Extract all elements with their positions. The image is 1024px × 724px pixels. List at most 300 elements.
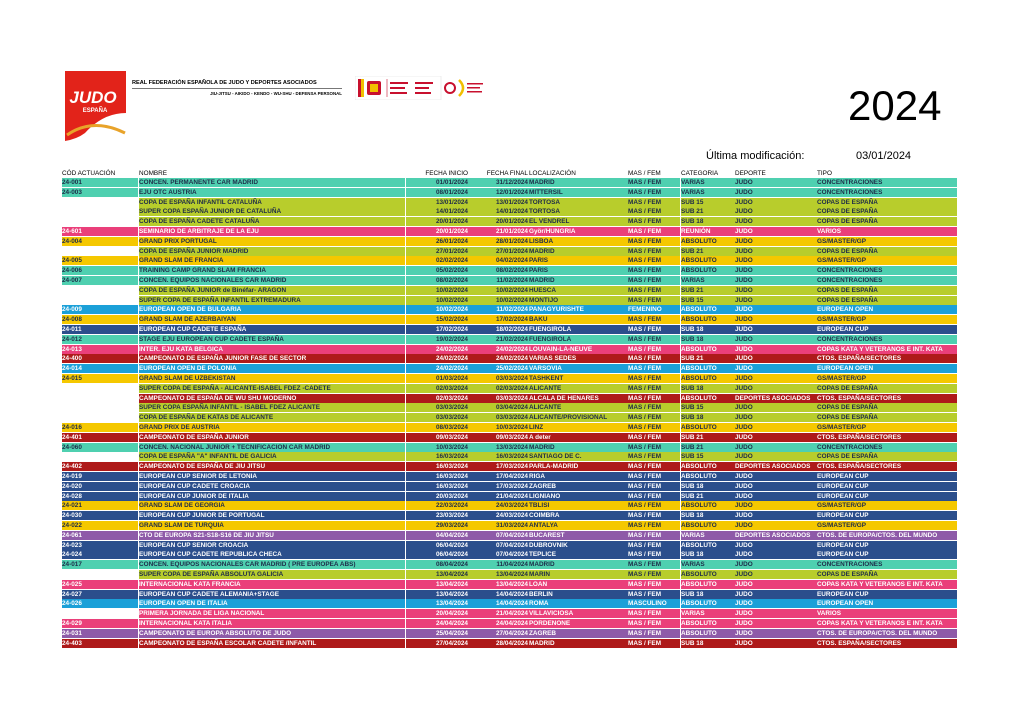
row-category: ABSOLUTO [681,462,735,471]
row-end-date: 18/02/2024 [468,325,528,334]
row-name: CAMPEONATO DE ESPAÑA JUNIOR FASE DE SECTOR [139,354,405,363]
table-row [61,354,957,363]
row-start-date: 25/04/2024 [406,629,468,638]
row-end-date: 21/04/2024 [468,492,528,501]
row-end-date: 14/04/2024 [468,590,528,599]
row-location: MONTIJO [528,296,629,305]
row-category: ABSOLUTO [681,501,735,510]
row-gender: MAS / FEM [628,276,680,285]
row-code: 24-025 [62,580,138,589]
table-row [61,256,957,265]
row-location: FUENGIROLA [528,325,629,334]
row-sport: JUDO [735,570,817,579]
col-header-end: FECHA FINAL [486,170,528,177]
table-row [61,178,957,187]
row-sport: JUDO [735,590,817,599]
table-row [61,364,957,373]
row-category: SUB 15 [681,296,735,305]
row-sport: JUDO [735,276,817,285]
table-row [61,639,957,648]
row-start-date: 17/02/2024 [406,325,468,334]
row-start-date: 09/03/2024 [406,433,468,442]
row-gender: MAS / FEM [628,580,680,589]
row-end-date: 14/01/2024 [468,207,528,216]
table-row [61,394,957,403]
row-sport: JUDO [735,443,817,452]
table-row [61,286,957,295]
row-gender: MAS / FEM [628,384,680,393]
row-code: 24-030 [62,511,138,520]
row-end-date: 13/04/2024 [468,580,528,589]
row-type: CTOS. ESPAÑA/SECTORES [817,462,957,471]
row-sport: JUDO [735,198,817,207]
table-row [61,619,957,628]
table-row [61,472,957,481]
row-location: PORDENONE [528,619,629,628]
col-header-code: CÓD ACTUACIÓN [62,170,116,177]
row-gender: MAS / FEM [628,609,680,618]
row-location: MADRID [528,276,629,285]
row-code: 24-021 [62,501,138,510]
row-sport: JUDO [735,541,817,550]
row-name: CAMPEONATO DE ESPAÑA JUNIOR [139,433,405,442]
row-location: ZAGREB [528,482,629,491]
row-code: 24-003 [62,188,138,197]
row-end-date: 16/03/2024 [468,452,528,461]
table-row [61,237,957,246]
table-row [61,374,957,383]
row-code: 24-060 [62,443,138,452]
row-code: 24-007 [62,276,138,285]
row-sport: JUDO [735,374,817,383]
row-name: SEMINARIO DE ARBITRAJE DE LA EJU [139,227,405,236]
row-end-date: 27/01/2024 [468,247,528,256]
row-sport: JUDO [735,345,817,354]
row-type: CTOS. ESPAÑA/SECTORES [817,394,957,403]
logo-judo-text: JUDO [69,88,117,107]
row-type: GS/MASTER/GP [817,521,957,530]
row-location: LOAN [528,580,629,589]
row-end-date: 11/02/2024 [468,305,528,314]
row-type: COPAS KATA Y VETERANOS E INT. KATA [817,580,957,589]
row-start-date: 16/03/2024 [406,462,468,471]
row-name: PRIMERA JORNADA DE LIGA NACIONAL [139,609,405,618]
row-start-date: 03/03/2024 [406,403,468,412]
row-name: COPA DE ESPAÑA JUNIOR MADRID [139,247,405,256]
last-modified-label: Última modificación: [706,150,805,162]
row-code: 24-019 [62,472,138,481]
row-end-date: 24/03/2024 [468,501,528,510]
row-end-date: 21/01/2024 [468,227,528,236]
col-header-gender: MAS / FEM [628,170,661,177]
row-gender: MAS / FEM [628,354,680,363]
row-name: CONCEN. EQUIPOS NACIONALES CAR MADRID ( PRE EUROPEA ABS) [139,560,405,569]
table-row [61,462,957,471]
row-name: GRAND SLAM DE FRANCIA [139,256,405,265]
row-location: RIGA [528,472,629,481]
row-sport: JUDO [735,266,817,275]
row-category: SUB 21 [681,354,735,363]
row-code [62,609,138,618]
row-gender: MAS / FEM [628,394,680,403]
row-start-date: 13/04/2024 [406,599,468,608]
row-location: PARIS [528,256,629,265]
row-sport: JUDO [735,227,817,236]
row-location: TORTOSA [528,207,629,216]
row-name: SUPER COPA DE ESPAÑA ABSOLUTA GALICIA [139,570,405,579]
row-category: VARIAS [681,609,735,618]
row-sport: JUDO [735,403,817,412]
row-category: ABSOLUTO [681,237,735,246]
row-start-date: 10/02/2024 [406,286,468,295]
row-type: GS/MASTER/GP [817,315,957,324]
row-location: ALICANTE/PROVISIONAL [528,413,629,422]
row-gender: MAS / FEM [628,374,680,383]
row-start-date: 19/02/2024 [406,335,468,344]
col-header-name: NOMBRE [139,170,168,177]
row-code [62,403,138,412]
row-start-date: 01/03/2024 [406,374,468,383]
row-code: 24-009 [62,305,138,314]
row-type: COPAS DE ESPAÑA [817,207,957,216]
row-code: 24-008 [62,315,138,324]
row-code: 24-027 [62,590,138,599]
row-code: 24-024 [62,550,138,559]
row-end-date: 11/04/2024 [468,560,528,569]
row-category: SUB 21 [681,286,735,295]
table-row [61,560,957,569]
row-name: COPA DE ESPAÑA INFANTIL CATALUÑA [139,198,405,207]
row-type: COPAS DE ESPAÑA [817,403,957,412]
row-name: EUROPEAN OPEN DE POLONIA [139,364,405,373]
table-row [61,305,957,314]
row-name: TRAINING CAMP GRAND SLAM FRANCIA [139,266,405,275]
row-code: 24-016 [62,423,138,432]
row-type: COPAS DE ESPAÑA [817,296,957,305]
row-type: EUROPEAN OPEN [817,599,957,608]
row-code [62,217,138,226]
row-gender: MAS / FEM [628,286,680,295]
row-category: VARIAS [681,531,735,540]
row-category: ABSOLUTO [681,619,735,628]
row-sport: JUDO [735,217,817,226]
row-gender: MAS / FEM [628,521,680,530]
row-gender: MAS / FEM [628,472,680,481]
row-type: EUROPEAN CUP [817,472,957,481]
row-start-date: 24/02/2024 [406,364,468,373]
row-location: ALICANTE [528,403,629,412]
row-type: CTOS. DE EUROPA/CTOS. DEL MUNDO [817,629,957,638]
row-category: SUB 21 [681,247,735,256]
federation-name-block [132,80,342,96]
row-end-date: 24/02/2024 [468,345,528,354]
row-end-date: 11/02/2024 [468,276,528,285]
row-sport: JUDO [735,433,817,442]
row-name: SUPER COPA DE ESPAÑA INFANTIL EXTREMADURA [139,296,405,305]
row-name: INTER. EJU KATA BELGICA [139,345,405,354]
row-end-date: 02/03/2024 [468,384,528,393]
row-name: GRAND SLAM DE GEORGIA [139,501,405,510]
row-type: EUROPEAN CUP [817,550,957,559]
row-type: COPAS KATA Y VETERANOS E INT. KATA [817,619,957,628]
row-gender: MAS / FEM [628,433,680,442]
row-start-date: 06/04/2024 [406,550,468,559]
row-end-date: 13/03/2024 [468,443,528,452]
row-category: SUB 15 [681,452,735,461]
row-gender: MAS / FEM [628,619,680,628]
row-start-date: 20/01/2024 [406,217,468,226]
row-name: SUPER COPA ESPAÑA JUNIOR DE CATALUÑA [139,207,405,216]
row-type: GS/MASTER/GP [817,501,957,510]
row-type: CONCENTRACIONES [817,443,957,452]
row-name: EUROPEAN CUP CADETE ALEMANIA+STAGE [139,590,405,599]
row-gender: MAS / FEM [628,541,680,550]
row-end-date: 07/04/2024 [468,531,528,540]
row-sport: JUDO [735,452,817,461]
row-type: GS/MASTER/GP [817,237,957,246]
federation-logo [63,69,128,143]
row-name: CAMPEONATO DE ESPAÑA DE WU SHU MODERNO [139,394,405,403]
row-sport: DEPORTES ASOCIADOS [735,462,817,471]
row-code: 24-011 [62,325,138,334]
row-start-date: 04/04/2024 [406,531,468,540]
row-type: EUROPEAN OPEN [817,305,957,314]
row-end-date: 28/01/2024 [468,237,528,246]
row-category: SUB 18 [681,550,735,559]
row-start-date: 27/04/2024 [406,639,468,648]
government-logos [355,76,495,100]
table-row [61,384,957,393]
row-location: BAKU [528,315,629,324]
table-row [61,403,957,412]
row-gender: MAS / FEM [628,325,680,334]
row-gender: FEMENINO [628,305,680,314]
row-code: 24-023 [62,541,138,550]
row-end-date: 03/03/2024 [468,394,528,403]
table-row [61,217,957,226]
row-code: 24-001 [62,178,138,187]
row-category: SUB 15 [681,198,735,207]
table-row [61,247,957,256]
table-row [61,207,957,216]
table-row [61,570,957,579]
row-code [62,452,138,461]
table-row [61,580,957,589]
table-row [61,511,957,520]
row-gender: MAS / FEM [628,570,680,579]
row-start-date: 16/03/2024 [406,472,468,481]
row-gender: MAS / FEM [628,550,680,559]
row-end-date: 03/03/2024 [468,413,528,422]
row-code: 24-006 [62,266,138,275]
row-end-date: 13/04/2024 [468,570,528,579]
row-start-date: 06/04/2024 [406,541,468,550]
row-end-date: 25/02/2024 [468,364,528,373]
row-type: CTOS. ESPAÑA/SECTORES [817,354,957,363]
row-location: VARIAS SEDES [528,354,629,363]
row-category: SUB 18 [681,590,735,599]
row-start-date: 24/02/2024 [406,345,468,354]
row-start-date: 08/02/2024 [406,276,468,285]
row-gender: MAS / FEM [628,511,680,520]
row-start-date: 10/03/2024 [406,443,468,452]
row-gender: MAS / FEM [628,247,680,256]
row-sport: JUDO [735,286,817,295]
row-name: CAMPEONATO DE ESPAÑA DE JIU JITSU [139,462,405,471]
row-type: EUROPEAN CUP [817,492,957,501]
row-type: COPAS DE ESPAÑA [817,452,957,461]
table-row [61,433,957,442]
row-gender: MAS / FEM [628,364,680,373]
row-name: EJU OTC AUSTRIA [139,188,405,197]
table-row [61,541,957,550]
row-gender: MAS / FEM [628,639,680,648]
row-name: COPA DE ESPAÑA CADETE CATALUÑA [139,217,405,226]
row-category: SUB 21 [681,433,735,442]
row-start-date: 16/03/2024 [406,482,468,491]
row-end-date: 12/01/2024 [468,188,528,197]
row-gender: MAS / FEM [628,345,680,354]
row-name: COPA DE ESPAÑA DE KATAS DE ALICANTE [139,413,405,422]
row-name: COPA DE ESPAÑA JUNIOR de Binéfar- ARAGON [139,286,405,295]
row-location: LINZ [528,423,629,432]
row-start-date: 24/04/2024 [406,619,468,628]
row-gender: MAS / FEM [628,266,680,275]
row-type: CTOS. DE EUROPA/CTOS. DEL MUNDO [817,531,957,540]
row-start-date: 15/02/2024 [406,315,468,324]
row-gender: MAS / FEM [628,403,680,412]
row-start-date: 14/01/2024 [406,207,468,216]
row-sport: JUDO [735,472,817,481]
col-header-type: TIPO [817,170,832,177]
row-sport: JUDO [735,501,817,510]
row-sport: JUDO [735,413,817,422]
row-type: CONCENTRACIONES [817,276,957,285]
row-code: 24-402 [62,462,138,471]
row-start-date: 22/03/2024 [406,501,468,510]
row-location: HUESCA [528,286,629,295]
row-gender: MAS / FEM [628,296,680,305]
row-sport: JUDO [735,580,817,589]
row-gender: MAS / FEM [628,482,680,491]
row-location: VARSOVIA [528,364,629,373]
table-row [61,188,957,197]
table-row [61,501,957,510]
row-end-date: 07/04/2024 [468,550,528,559]
row-end-date: 17/03/2024 [468,462,528,471]
row-sport: JUDO [735,354,817,363]
row-start-date: 08/03/2024 [406,423,468,432]
row-location: TBLISI [528,501,629,510]
row-type: COPAS DE ESPAÑA [817,286,957,295]
row-start-date: 26/01/2024 [406,237,468,246]
row-type: GS/MASTER/GP [817,423,957,432]
table-row [61,315,957,324]
row-type: EUROPEAN CUP [817,325,957,334]
row-location: MITTERSIL [528,188,629,197]
row-sport: DEPORTES ASOCIADOS [735,394,817,403]
row-category: SUB 21 [681,207,735,216]
row-type: CONCENTRACIONES [817,266,957,275]
row-name: CAMPEONATO DE ESPAÑA ESCOLAR CADETE /INFANTIL [139,639,405,648]
row-end-date: 08/02/2024 [468,266,528,275]
row-end-date: 17/03/2024 [468,482,528,491]
row-name: GRAND SLAM DE TURQUIA [139,521,405,530]
row-code: 24-401 [62,433,138,442]
row-end-date: 09/03/2024 [468,433,528,442]
row-gender: MAS / FEM [628,590,680,599]
row-type: CTOS. ESPAÑA/SECTORES [817,639,957,648]
row-location: ANTALYA [528,521,629,530]
row-sport: JUDO [735,256,817,265]
row-category: ABSOLUTO [681,266,735,275]
row-code: 24-020 [62,482,138,491]
row-category: ABSOLUTO [681,541,735,550]
row-code: 24-004 [62,237,138,246]
table-row [61,531,957,540]
row-location: FUENGIROLA [528,335,629,344]
row-category: ABSOLUTO [681,345,735,354]
row-type: CONCENTRACIONES [817,188,957,197]
row-category: SUB 18 [681,384,735,393]
row-start-date: 02/03/2024 [406,384,468,393]
row-location: SANTIAGO DE C. [528,452,629,461]
table-row [61,590,957,599]
row-end-date: 10/02/2024 [468,296,528,305]
row-type: COPAS DE ESPAÑA [817,570,957,579]
table-row [61,609,957,618]
row-type: EUROPEAN CUP [817,541,957,550]
row-name: GRAND SLAM DE UZBEKISTAN [139,374,405,383]
row-location: LOUVAIN-LA-NEUVE [528,345,629,354]
row-name: SUPER COPA ESPAÑA INFANTIL - ISABEL FDEZ ALICANTE [139,403,405,412]
row-category: REUNIÓN [681,227,735,236]
row-start-date: 05/02/2024 [406,266,468,275]
table-row [61,296,957,305]
row-category: ABSOLUTO [681,394,735,403]
row-name: EUROPEAN CUP JUNIOR DE ITALIA [139,492,405,501]
row-start-date: 29/03/2024 [406,521,468,530]
row-name: EUROPEAN CUP CADETE REPUBLICA CHECA [139,550,405,559]
table-row [61,521,957,530]
row-gender: MAS / FEM [628,492,680,501]
row-location: MADRID [528,560,629,569]
row-sport: JUDO [735,315,817,324]
row-category: VARIAS [681,188,735,197]
row-location: MADRID [528,639,629,648]
row-category: ABSOLUTO [681,374,735,383]
row-gender: MAS / FEM [628,443,680,452]
row-category: SUB 21 [681,443,735,452]
row-start-date: 23/03/2024 [406,511,468,520]
row-location: VILLAVICIOSA [528,609,629,618]
row-location: A deter [528,433,629,442]
row-end-date: 21/04/2024 [468,609,528,618]
row-location: MARIN [528,570,629,579]
row-location: LIGNIANO [528,492,629,501]
table-row [61,198,957,207]
table-row [61,345,957,354]
row-category: ABSOLUTO [681,305,735,314]
row-location: MADRID [528,247,629,256]
col-header-start: FECHA INICIO [425,170,468,177]
row-category: SUB 18 [681,639,735,648]
row-category: ABSOLUTO [681,629,735,638]
row-type: EUROPEAN CUP [817,482,957,491]
row-gender: MAS / FEM [628,452,680,461]
row-name: GRAND PRIX DE AUSTRIA [139,423,405,432]
row-gender: MAS / FEM [628,237,680,246]
